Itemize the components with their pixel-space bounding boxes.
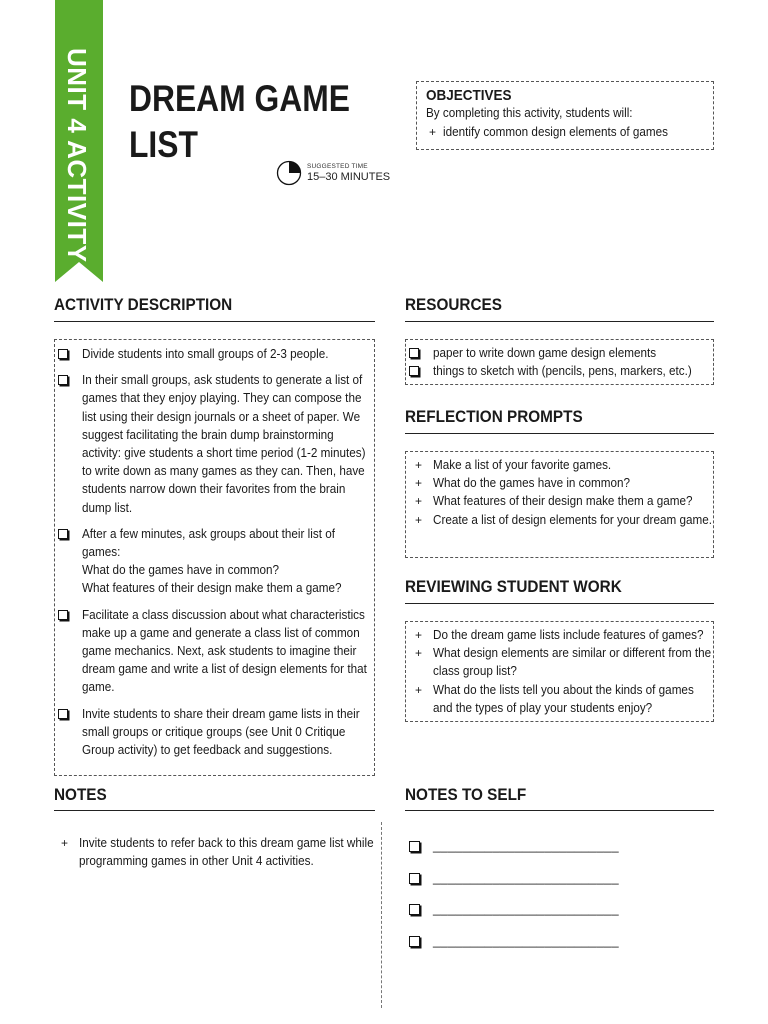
plus-icon: +: [415, 512, 423, 527]
notes-rule: [54, 810, 375, 811]
suggested-time-label: SUGGESTED TIME: [307, 163, 368, 170]
reflection-rule: [405, 433, 714, 434]
page-title: [129, 76, 350, 168]
plus-icon: +: [415, 646, 423, 661]
reflection-box: [405, 451, 714, 558]
activity-item: Facilitate a class discussion about what characteristics make up a game and generate a class list of common game mechanics. Next, ask students to imagine their dream game and write a list of design elements for that game.: [57, 606, 374, 697]
reflection-item: + Make a list of your favorite games.: [408, 456, 713, 474]
reviewing-box: [405, 621, 714, 722]
notes-to-self-list: [406, 838, 619, 964]
checkbox-icon: [409, 904, 420, 915]
suggested-time: [276, 160, 390, 186]
clock-icon: [276, 160, 302, 186]
activity-item: Invite students to share their dream game lists in their small groups or critique groups (see Unit 0 Critique Group activity) to get feedback and suggestions.: [57, 705, 374, 760]
checkbox-icon: [58, 610, 68, 620]
reflection-item: + What do the games have in common?: [408, 474, 713, 492]
checkbox-icon: [409, 936, 420, 947]
notes-item: + Invite students to refer back to this dream game list while programming games in other Unit 4 activities.: [61, 835, 374, 869]
reviewing-heading: REVIEWING STUDENT WORK: [405, 577, 622, 596]
activity-box: [54, 339, 375, 776]
checkbox-icon: [409, 348, 419, 358]
notes-to-self-heading: NOTES TO SELF: [405, 785, 527, 804]
resources-heading: RESOURCES: [405, 295, 502, 314]
plus-icon: +: [61, 836, 69, 850]
checkbox-icon: [409, 841, 420, 852]
notes-to-self-line[interactable]: _________________________: [406, 870, 619, 902]
activity-item: After a few minutes, ask groups about their list of games: What do the games have in common? What features of their design make them a game?: [57, 525, 374, 598]
reflection-item: + What features of their design make them a game?: [408, 492, 713, 510]
activity-item: In their small groups, ask students to generate a list of games that they enjoy playing. They can compose the list using their design journals or a sheet of paper. We suggest facilitating the brain dump brainstorming activity: give students a short time period (1-2 minutes) to write down as many games as they can. Then, have students narrow down their favorites from the brain dump list.: [57, 371, 374, 517]
ribbon-label: UNIT 4 ACTIVITY: [62, 48, 92, 263]
sub-question: What do the games have in common?: [82, 562, 280, 578]
checkbox-icon: [409, 366, 419, 376]
reflection-heading: REFLECTION PROMPTS: [405, 407, 583, 426]
checkbox-icon: [58, 709, 68, 719]
suggested-time-value: 15–30 MINUTES: [307, 171, 391, 183]
reviewing-item: + Do the dream game lists include features of games?: [408, 626, 713, 644]
notes-heading: NOTES: [54, 785, 107, 804]
reflection-item: + Create a list of design elements for your dream game.: [408, 511, 713, 529]
resources-rule: [405, 321, 714, 322]
checkbox-icon: [409, 873, 420, 884]
title-line-2: LIST: [129, 124, 198, 165]
activity-rule: [54, 321, 375, 322]
sub-question: What features of their design make them a game?: [82, 580, 342, 596]
objectives-box: [416, 81, 714, 150]
reviewing-item: + What do the lists tell you about the kinds of games and the types of play your students enjoy?: [415, 681, 694, 715]
plus-icon: +: [415, 494, 423, 509]
resource-item: things to sketch with (pencils, pens, markers, etc.): [408, 362, 713, 380]
objectives-heading: OBJECTIVES: [426, 87, 512, 104]
reviewing-item: + What design elements are similar or different from the class group list?: [415, 645, 712, 679]
notes-to-self-line[interactable]: _________________________: [406, 933, 619, 965]
activity-item: Divide students into small groups of 2-3 people.: [57, 345, 374, 363]
title-line-1: DREAM GAME: [129, 78, 350, 119]
reviewing-rule: [405, 603, 714, 604]
activity-heading: ACTIVITY DESCRIPTION: [54, 295, 233, 314]
objective-item: + identify common design elements of games: [426, 123, 704, 141]
plus-icon: +: [415, 476, 423, 491]
unit-ribbon: [55, 0, 103, 282]
checkbox-icon: [58, 529, 68, 539]
checkbox-icon: [58, 375, 68, 385]
plus-icon: +: [415, 458, 423, 472]
plus-icon: +: [429, 124, 437, 139]
plus-icon: +: [415, 628, 423, 642]
resources-box: [405, 339, 714, 385]
notes-to-self-rule: [405, 810, 714, 811]
plus-icon: +: [415, 682, 423, 697]
checkbox-icon: [58, 349, 68, 359]
objectives-intro: By completing this activity, students will:: [426, 105, 633, 120]
notes-to-self-line[interactable]: _________________________: [406, 901, 619, 933]
column-divider: [381, 822, 382, 1008]
notes-to-self-line[interactable]: _________________________: [406, 838, 619, 870]
resource-item: paper to write down game design elements: [408, 344, 713, 362]
